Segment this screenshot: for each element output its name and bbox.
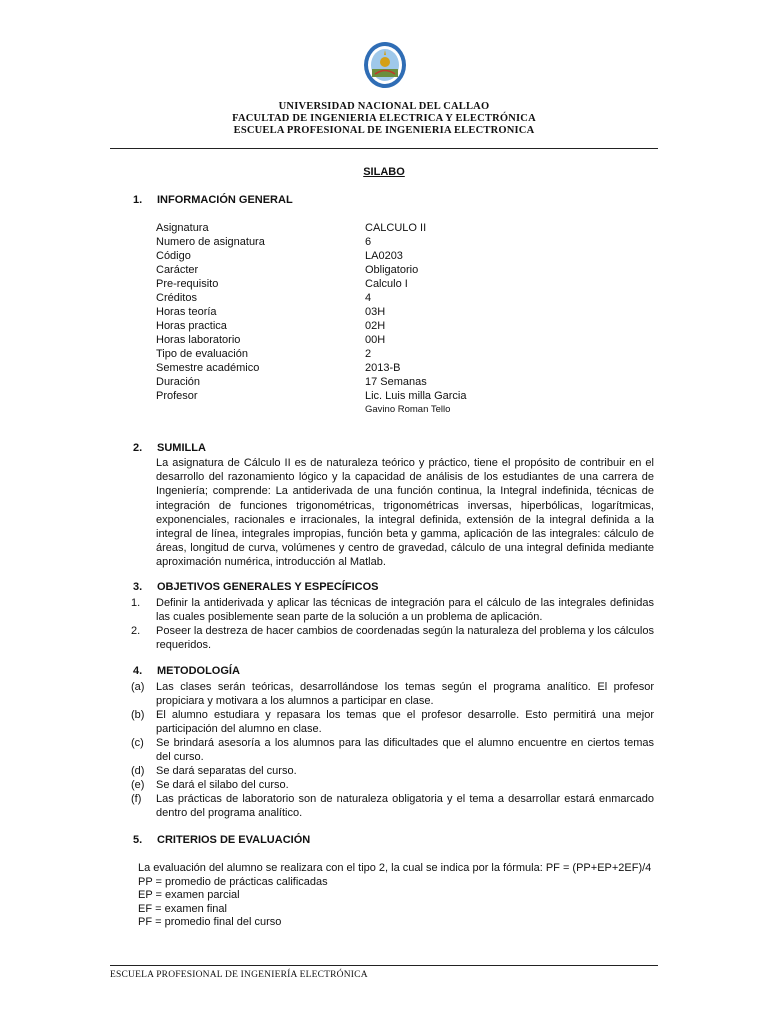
info-label: Duración	[156, 376, 201, 388]
section-number: 1.	[133, 194, 143, 206]
info-value: 02H	[365, 320, 386, 332]
info-row	[156, 305, 565, 319]
section-5-heading	[133, 834, 310, 846]
faculty-name: FACULTAD DE INGENIERIA ELECTRICA Y ELECTRÓNICA	[232, 113, 536, 124]
info-value: LA0203	[365, 250, 403, 262]
info-value: Obligatorio	[365, 264, 419, 276]
methodology-list	[131, 680, 654, 820]
info-label: Numero de asignatura	[156, 236, 265, 248]
list-marker: (d)	[131, 765, 145, 777]
info-label: Tipo de evaluación	[156, 348, 248, 360]
section-title: SUMILLA	[157, 442, 206, 454]
section-number: 5.	[133, 834, 143, 846]
footer-divider	[110, 965, 658, 966]
info-label: Semestre académico	[156, 362, 260, 374]
sumilla-text: La asignatura de Cálculo II es de naturaleza teórico y práctico, tiene el propósito de contribuir en el desarrollo del razonamiento lógico y la capacidad de análisis de los estudiantes de una carrera de Ingeniería; comprende: La antiderivada de una función continua, la Integral indefinida, técnicas de integración de funciones trigonométricas, trigonométricas inversas, hiperbólicas, logarítmicas, exponenciales, racionales e irracionales, la integral definida, extensión de la integral definida a la integral de línea, integrales impropias, función beta y gamma, aplicación de las integrales: cálculo de áreas, longitud de curva, volúmenes y centro de gravedad, cálculo de una integral definida mediante aproximación numérica, introducción al Matlab.	[156, 457, 654, 569]
list-item-text: Poseer la destreza de hacer cambios de coordenadas según la naturaleza del problema y los cálculos requeridos.	[156, 625, 654, 651]
university-seal-icon	[363, 41, 407, 89]
second-professor: Gavino Roman Tello	[365, 404, 451, 415]
list-marker: (e)	[131, 779, 145, 791]
section-title: METODOLOGÍA	[157, 665, 240, 677]
list-item	[131, 624, 654, 652]
objectives-list	[131, 596, 654, 652]
info-row	[156, 333, 565, 347]
list-marker: 1.	[131, 597, 141, 609]
section-number: 3.	[133, 581, 143, 593]
list-marker: (f)	[131, 793, 142, 805]
list-marker: (b)	[131, 709, 145, 721]
section-number: 4.	[133, 665, 143, 677]
section-title: CRITERIOS DE EVALUACIÓN	[157, 834, 311, 846]
list-item	[131, 792, 654, 820]
list-item-text: El alumno estudiara y repasara los temas que el profesor desarrolle. Esto permitirá una mejor participación del alumno en clase.	[156, 709, 654, 735]
list-item	[131, 736, 654, 764]
info-value: CALCULO II	[365, 222, 427, 234]
list-item-text: Las prácticas de laboratorio son de naturaleza obligatoria y el tema a desarrollar estará enmarcado dentro del programa analítico.	[156, 793, 654, 819]
info-row	[156, 375, 565, 389]
info-label: Profesor	[156, 390, 198, 402]
info-value: 00H	[365, 334, 386, 346]
info-value: Lic. Luis milla Garcia	[365, 390, 467, 402]
info-label: Horas laboratorio	[156, 334, 241, 346]
info-row	[156, 361, 565, 375]
info-row	[156, 389, 565, 403]
info-label: Código	[156, 250, 191, 262]
list-marker: (c)	[131, 737, 144, 749]
info-value: 4	[365, 292, 372, 304]
general-info-table	[156, 221, 565, 403]
document-title: SILABO	[363, 166, 405, 178]
list-item-text: Definir la antiderivada y aplicar las técnicas de integración para el cálculo de las integrales definidas las cuales posiblemente sean parte de la solución a un problema de aplicación.	[156, 597, 654, 623]
info-label: Pre-requisito	[156, 278, 219, 290]
evaluation-definition: EP = examen parcial	[138, 889, 240, 901]
info-value: 2013-B	[365, 362, 401, 374]
list-item	[131, 764, 654, 778]
list-item-text: Se dará separatas del curso.	[156, 765, 297, 777]
section-title: INFORMACIÓN GENERAL	[157, 194, 293, 206]
info-label: Créditos	[156, 292, 197, 304]
info-row	[156, 319, 565, 333]
info-label: Horas practica	[156, 320, 227, 332]
evaluation-criteria	[138, 862, 658, 930]
header-divider	[110, 148, 658, 149]
list-item-text: Se brindará asesoría a los alumnos para las dificultades que el alumno encuentre en ciertos temas del curso.	[156, 737, 654, 763]
info-row	[156, 277, 565, 291]
list-item	[131, 708, 654, 736]
list-item-text: Las clases serán teóricas, desarrollándose los temas según el programa analítico. El profesor propiciara y motivara a los alumnos a participar en clase.	[156, 681, 654, 707]
list-item	[131, 778, 654, 792]
info-row	[156, 221, 565, 235]
list-marker: 2.	[131, 625, 141, 637]
info-row	[156, 347, 565, 361]
section-3-heading	[133, 581, 378, 593]
info-row	[156, 291, 565, 305]
info-value: 6	[365, 236, 372, 248]
list-marker: (a)	[131, 681, 145, 693]
section-4-heading	[133, 665, 240, 677]
list-item	[131, 680, 654, 708]
section-1-heading	[133, 194, 293, 206]
info-value: 17 Semanas	[365, 376, 427, 388]
school-name: ESCUELA PROFESIONAL DE INGENIERIA ELECTRONICA	[233, 125, 535, 136]
info-value: 2	[365, 348, 372, 360]
info-value: Calculo I	[365, 278, 408, 290]
info-label: Horas teoría	[156, 306, 217, 318]
info-row	[156, 263, 565, 277]
info-row	[156, 235, 565, 249]
info-label: Carácter	[156, 264, 199, 276]
info-label: Asignatura	[156, 222, 209, 234]
list-item-text: Se dará el silabo del curso.	[156, 779, 289, 791]
section-title: OBJETIVOS GENERALES Y ESPECÍFICOS	[157, 581, 379, 593]
footer-school-name: ESCUELA PROFESIONAL DE INGENIERÍA ELECTRÓNICA	[110, 970, 368, 980]
list-item	[131, 596, 654, 624]
section-2-heading	[133, 442, 206, 454]
evaluation-definition: PP = promedio de prácticas calificadas	[138, 875, 328, 888]
evaluation-formula: La evaluación del alumno se realizara con el tipo 2, la cual se indica por la fórmula: PF = (PP+EP+2EF)/4	[138, 862, 652, 874]
section-number: 2.	[133, 442, 143, 454]
university-name: UNIVERSIDAD NACIONAL DEL CALLAO	[278, 101, 490, 112]
info-row	[156, 249, 565, 263]
evaluation-definition: EF = examen final	[138, 902, 227, 915]
evaluation-definition: PF = promedio final del curso	[138, 916, 282, 928]
info-value: 03H	[365, 306, 386, 318]
